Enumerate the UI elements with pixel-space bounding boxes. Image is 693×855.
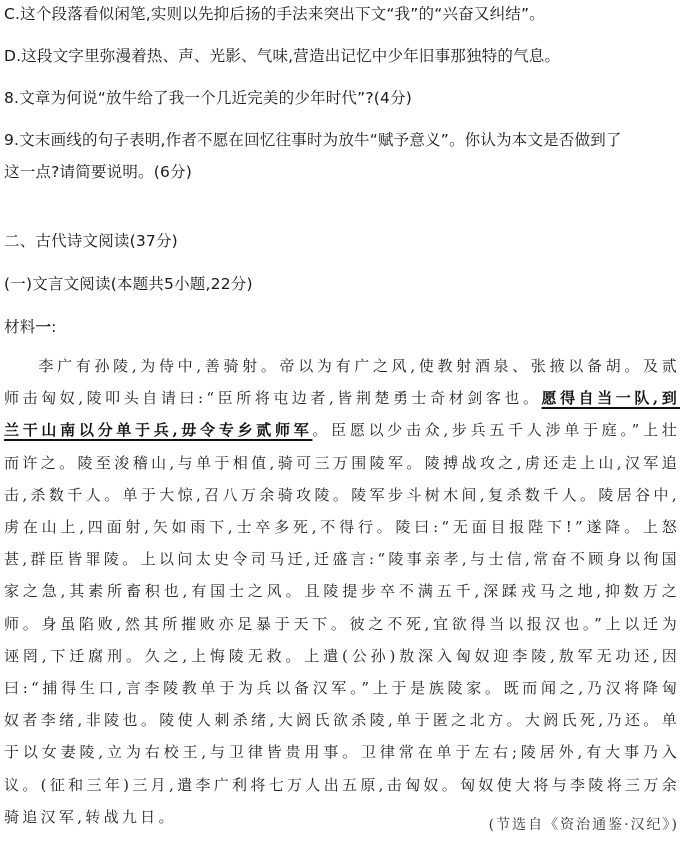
section-title: 二、古代诗文阅读(37分) [4,232,178,250]
material-label-prefix: 材料 [4,318,36,336]
question-9-line-2: 这一点?请简要说明。(6分) [4,163,192,181]
material-label-suffix: : [51,318,57,336]
material-label [4,317,57,337]
option-c: C.这个段落看似闲笔,实则以先抑后扬的手法来突出下文“我”的“兴奋又纠结”。 [4,5,545,23]
section-subtitle: (一)文言文阅读(本题共5小题,22分) [4,275,253,293]
option-d: D.这段文字里弥漫着热、声、光影、气味,营造出记忆中少年旧事那独特的气息。 [4,47,561,65]
underlined-sentence: 愿得自当一队,到兰干山南以分单于兵,毋令专乡贰师军 [4,389,681,440]
material-label-number: 一 [35,318,52,336]
passage-source: (节选自《资治通鉴·汉纪》) [488,817,679,833]
passage-part-2: 。臣愿以少击众,步兵五千人涉单于庭。”上壮而许之。陵至浚稽山,与单于相值,骑可三万围陵军。陵搏战攻之,虏还走上山,汉军追击,杀数千人。单于大惊,召八万余骑攻陵。陵军步斗树木间,复杀数千人。陵居谷中,虏在山上,四面射,矢如雨下,士卒多死,不得行。陵曰:“无面目报陛下!”遂降。上怒甚,群臣皆罪陵。上以问太史令司马迁,迁盛言:“陵事亲孝,与士信,常奋不顾身以徇国家之急,其素所畜积也,有国士之风。且陵提步卒不满五千,深蹂戎马之地,抑数万之师。身虽陷败,然其所摧败亦足暴于天下。彼之不死,宜欲得当以报汉也。”上以迁为诬罔,下迁腐刑。久之,上悔陵无救。上遣(公孙)敖深入匈奴迎李陵,敖军无功还,因曰:“捕得生口,言李陵教单于为兵以备汉军。”上于是族陵家。既而闻之,乃汉将降匈奴者李绪,非陵也。陵使人刺杀绪,大阏氏欲杀陵,单于匿之北方。大阏氏死,乃还。单于以女妻陵,立为右校王,与卫律皆贵用事。卫律常在单于左右;陵居外,有大事乃入议。(征和三年)三月,遣李广利将七万人出五原,击匈奴。匈奴使大将与李陵将三万余骑追汉军,转战九日。 [4,421,680,826]
classical-passage [4,350,680,833]
question-8: 8.文章为何说“放牛给了我一个几近完美的少年时代”?(4分) [4,89,413,107]
passage-part-1: 李广有孙陵,为侍中,善骑射。帝以为有广之风,使教射酒泉、张掖以备胡。及贰师击匈奴,陵叩头自请曰:“臣所将屯边者,皆荆楚勇士奇材剑客也。 [4,357,680,408]
question-9-line-1: 9.文末画线的句子表明,作者不愿在回忆往事时为放牛“赋予意义”。你认为本文是否做到了 [4,131,622,149]
